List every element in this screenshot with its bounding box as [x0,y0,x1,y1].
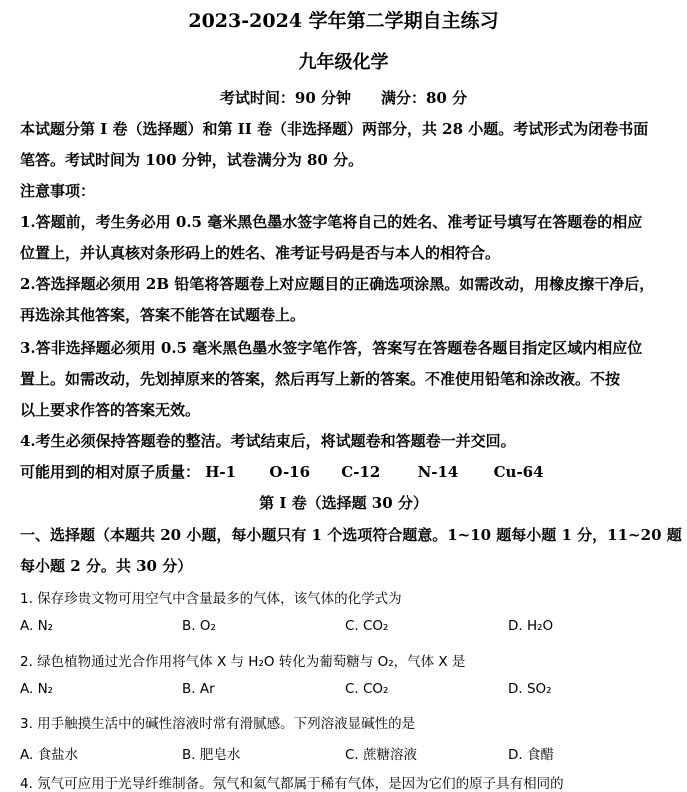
atomic-mass-h: H-1 [205,463,237,481]
note-1-line-1: 1.答题前，考生务必用 0.5 毫米黑色墨水签字笔将自己的姓名、准考证号填写在答题卷的相应 [20,213,643,231]
exam-title: 2023-2024 学年第二学期自主练习 [188,10,499,32]
exam-info: 考试时间：90 分钟 满分：80 分 [219,89,468,107]
atomic-mass-c: C-12 [341,463,381,481]
question-1-stem: 1. 保存珍贵文物可用空气中含量最多的气体，该气体的化学式为 [20,591,402,607]
note-4: 4.考生必须保持答题卷的整洁。考试结束后，将试题卷和答题卷一并交回。 [20,432,516,450]
note-2-line-2: 再选涂其他答案，答案不能答在试题卷上。 [20,306,306,324]
intro-line-2: 笔答。考试时间为 100 分钟，试卷满分为 80 分。 [20,151,364,169]
option-d: D. SO₂ [508,681,552,697]
question-3-options [20,743,680,763]
option-c: C. 蔗糖溶液 [345,747,418,763]
option-b: B. 肥皂水 [182,747,241,763]
notes-heading: 注意事项： [20,182,96,200]
option-d: D. 食醋 [508,747,554,763]
part-heading-line-2: 每小题 2 分。共 30 分） [20,557,193,575]
option-a: A. N₂ [20,681,54,697]
atomic-masses-label: 可能用到的相对原子质量： [20,463,201,481]
option-c: C. CO₂ [345,681,389,697]
option-a: A. N₂ [20,618,54,634]
option-b: B. Ar [182,681,215,697]
option-d: D. H₂O [508,618,554,634]
atomic-mass-cu: Cu-64 [493,463,544,481]
question-2-options [20,681,680,701]
note-2-line-1: 2.答选择题必须用 2B 铅笔将答题卷上对应题目的正确选项涂黑。如需改动，用橡皮擦干净后， [20,275,655,293]
option-b: B. O₂ [182,618,216,634]
note-3-line-2: 置上。如需改动，先划掉原来的答案，然后再写上新的答案。不准使用铅笔和涂改液。不按 [20,370,621,388]
option-a: A. 食盐水 [20,747,79,763]
atomic-masses [20,461,680,482]
note-1-line-2: 位置上，并认真核对条形码上的姓名、准考证号码是否与本人的相符合。 [20,244,501,262]
option-c: C. CO₂ [345,618,389,634]
atomic-mass-o: O-16 [269,463,311,481]
question-1-options [20,618,680,638]
section-title: 第 I 卷（选择题 30 分） [259,494,428,512]
note-3-line-1: 3.答非选择题必须用 0.5 毫米黑色墨水签字笔作答，答案写在答题卷各题目指定区域内相应位 [20,339,643,357]
atomic-mass-n: N-14 [417,463,459,481]
question-2-stem: 2. 绿色植物通过光合作用将气体 X 与 H₂O 转化为葡萄糖与 O₂，气体 X 是 [20,654,466,670]
question-4-stem: 4. 氖气可应用于光导纤维制备。氖气和氦气都属于稀有气体，是因为它们的原子具有相同的 [20,776,564,792]
part-heading-line-1: 一、选择题（本题共 20 小题，每小题只有 1 个选项符合题意。1~10 题每小题 1 分，11~20 题 [20,526,682,544]
note-3-line-3: 以上要求作答的答案无效。 [20,401,201,419]
intro-line-1: 本试题分第 I 卷（选择题）和第 II 卷（非选择题）两部分，共 28 小题。考试形式为闭卷书面 [20,120,649,138]
subject-title: 九年级化学 [298,52,389,73]
question-3-stem: 3. 用手触摸生活中的碱性溶液时常有滑腻感。下列溶液显碱性的是 [20,716,416,732]
